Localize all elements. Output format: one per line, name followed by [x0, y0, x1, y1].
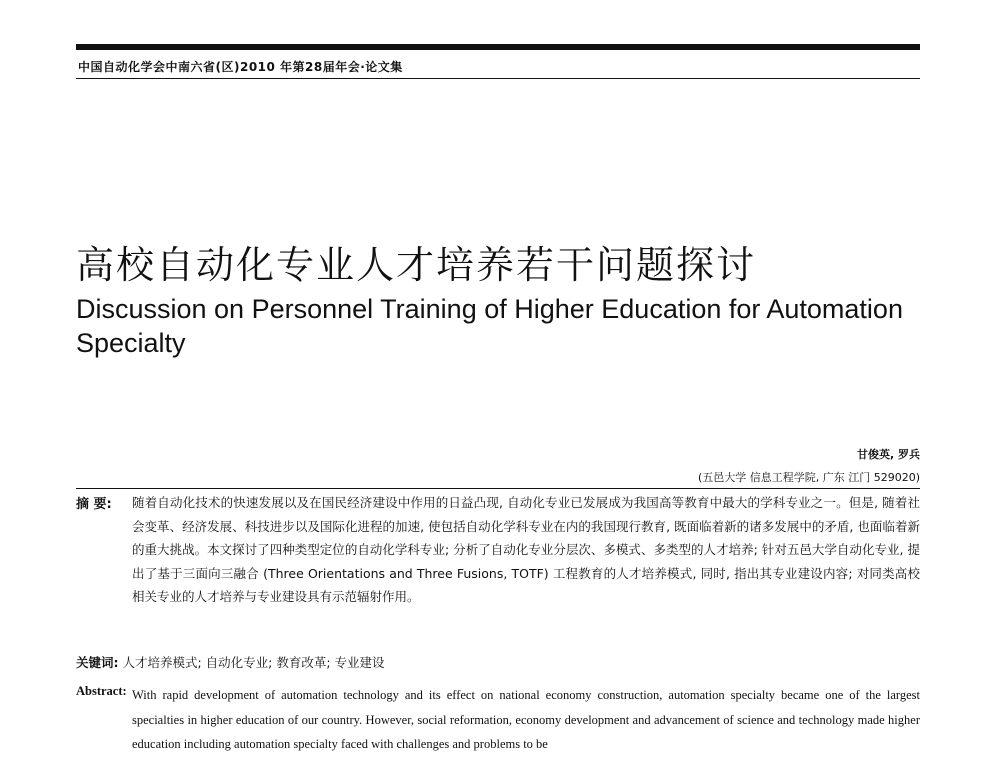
running-header: 中国自动化学会中南六省(区)2010 年第28届年会·论文集: [78, 60, 403, 74]
keywords-cn: [76, 653, 920, 671]
header-rule: [76, 78, 920, 79]
abstract-cn: [76, 491, 920, 609]
keywords-cn-text: 人才培养模式; 自动化专业; 教育改革; 专业建设: [122, 655, 385, 670]
keywords-cn-label: 关键词:: [76, 655, 119, 670]
authors: 甘俊英, 罗兵: [856, 448, 920, 461]
abstract-cn-text: 随着自动化技术的快速发展以及在国民经济建设中作用的日益凸现, 自动化专业已发展成为我国高等教育中最大的学科专业之一。但是, 随着社会变革、经济发展、科技进步以及国际化进程的加速, 使包括自动化学科专业在内的我国现行教育, 既面临着新的诸多发展中的矛盾, 也面临着新的重大挑战。本文探讨了四种类型定位的自动化学科专业; 分析了自动化专业分层次、多模式、多类型的人才培养; 针对五邑大学自动化专业, 提出了基于三面向三融合 (Three Orientations and Three Fusions, TOTF) 工程教育的人才培养模式, 同时, 指出其专业建设内容; 对同类高校相关专业的人才培养与专业建设具有示范辐射作用。: [132, 495, 920, 604]
abstract-en-text: With rapid development of automation technology and its effect on national economy construction, automation specialty became one of the largest specialties in higher education of our country. However, social reformation, economy development and advancement of science and technology made higher education including automation specialty faced with challenges and problems to be: [132, 688, 920, 751]
top-rule: [76, 44, 920, 50]
affiliation-rule: [76, 488, 920, 489]
paper-title-en: Discussion on Personnel Training of Higher Education for Automation Specialty: [76, 294, 903, 358]
affiliation: (五邑大学 信息工程学院, 广东 江门 529020): [697, 471, 920, 484]
abstract-en: [76, 683, 920, 757]
abstract-cn-label: 摘 要:: [76, 497, 112, 512]
abstract-en-label: Abstract:: [76, 684, 127, 698]
paper-title-cn: 高校自动化专业人才培养若干问题探讨: [76, 243, 757, 287]
